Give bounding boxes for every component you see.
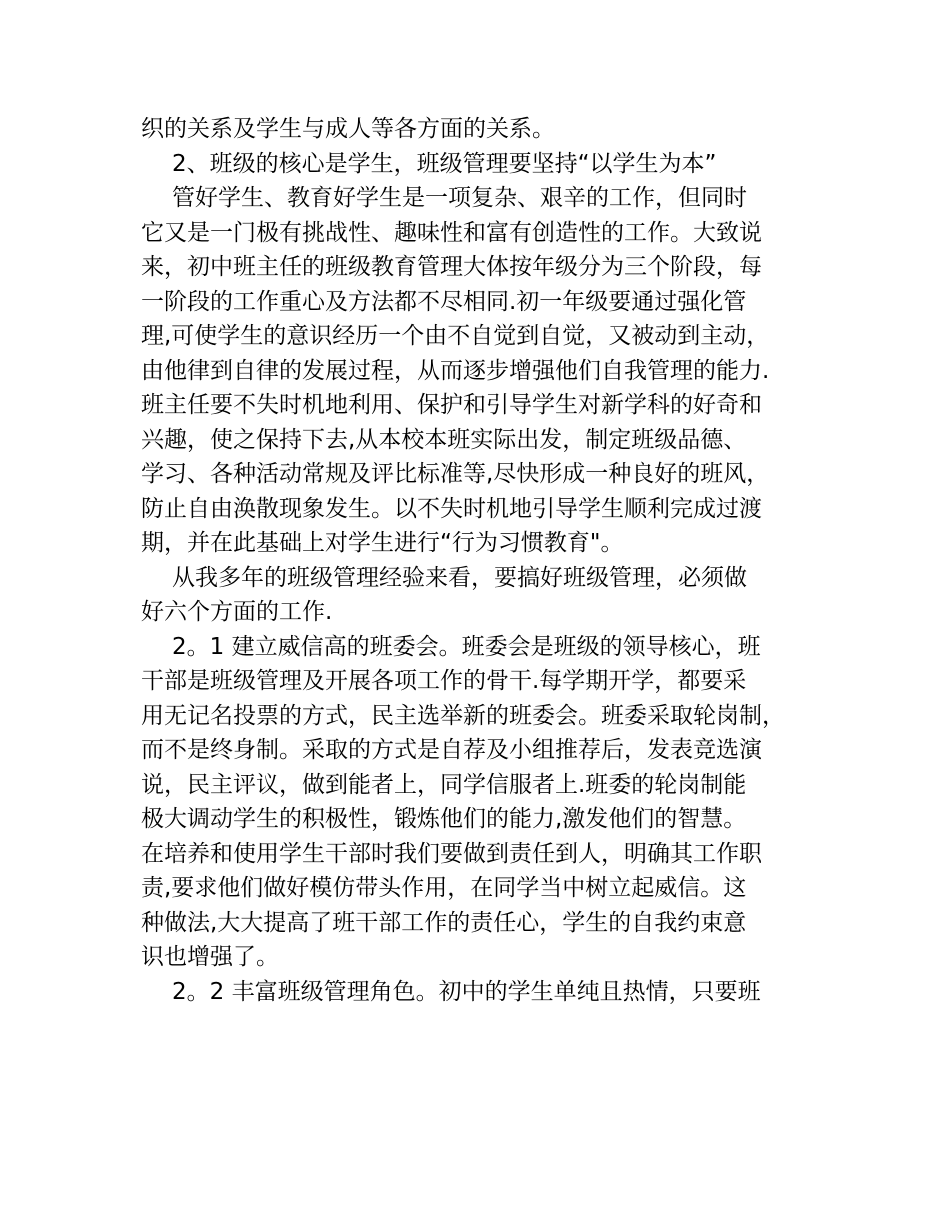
text-line: 兴趣，使之保持下去,从本校本班实际出发，制定班级品德、: [141, 426, 747, 453]
text-line: 种做法,大大提高了班干部工作的责任心，学生的自我约束意: [141, 909, 747, 936]
text-line: 管好学生、教育好学生是一项复杂、艰辛的工作，但同时: [172, 185, 747, 211]
text-line: 责,要求他们做好模仿带头作用，在同学当中树立起威信。这: [141, 875, 747, 901]
text-line: 从我多年的班级管理经验来看，要搞好班级管理，必须做: [172, 564, 747, 591]
text-line: 一阶段的工作重心及方法都不尽相同.初一年级要通过强化管: [141, 288, 747, 315]
text-line: 2。1 建立威信高的班委会。班委会是班级的领导核心，班: [172, 633, 761, 660]
text-line: 说，民主评议，做到能者上，同学信服者上.班委的轮岗制能: [141, 771, 747, 798]
text-line: 期，并在此基础上对学生进行“行为习惯教育"。: [141, 530, 624, 556]
text-line: 极大调动学生的积极性，锻炼他们的能力,激发他们的智慧。: [141, 806, 747, 832]
text-line: 用无记名投票的方式，民主选举新的班委会。班委采取轮岗制，: [141, 702, 785, 729]
text-line: 由他律到自律的发展过程，从而逐步增强他们自我管理的能力.: [141, 357, 770, 384]
text-line: 而不是终身制。采取的方式是自荐及小组推荐后，发表竞选演: [141, 737, 762, 763]
document-body: [141, 112, 841, 1009]
text-line: 2。2 丰富班级管理角色。初中的学生单纯且热情，只要班: [172, 978, 761, 1005]
text-line: 织的关系及学生与成人等各方面的关系。: [141, 116, 555, 142]
text-line: 防止自由涣散现象发生。以不失时机地引导学生顺利完成过渡: [141, 495, 762, 522]
text-line: 干部是班级管理及开展各项工作的骨干.每学期开学，都要采: [141, 668, 747, 694]
text-line: 它又是一门极有挑战性、趣味性和富有创造性的工作。大致说: [141, 219, 762, 246]
text-line: 在培养和使用学生干部时我们要做到责任到人，明确其工作职: [141, 840, 762, 867]
text-line: 班主任要不失时机地利用、保护和引导学生对新学科的好奇和: [141, 392, 762, 418]
text-line: 2、班级的核心是学生，班级管理要坚持“以学生为本”: [172, 150, 717, 177]
text-line: 学习、各种活动常规及评比标准等,尽快形成一种良好的班风，: [141, 461, 770, 487]
text-line: 来，初中班主任的班级教育管理大体按年级分为三个阶段，每: [141, 254, 762, 280]
text-line: 理,可使学生的意识经历一个由不自觉到自觉，又被动到主动，: [141, 323, 770, 349]
text-line: 识也增强了。: [141, 944, 279, 970]
text-line: 好六个方面的工作.: [141, 599, 333, 625]
